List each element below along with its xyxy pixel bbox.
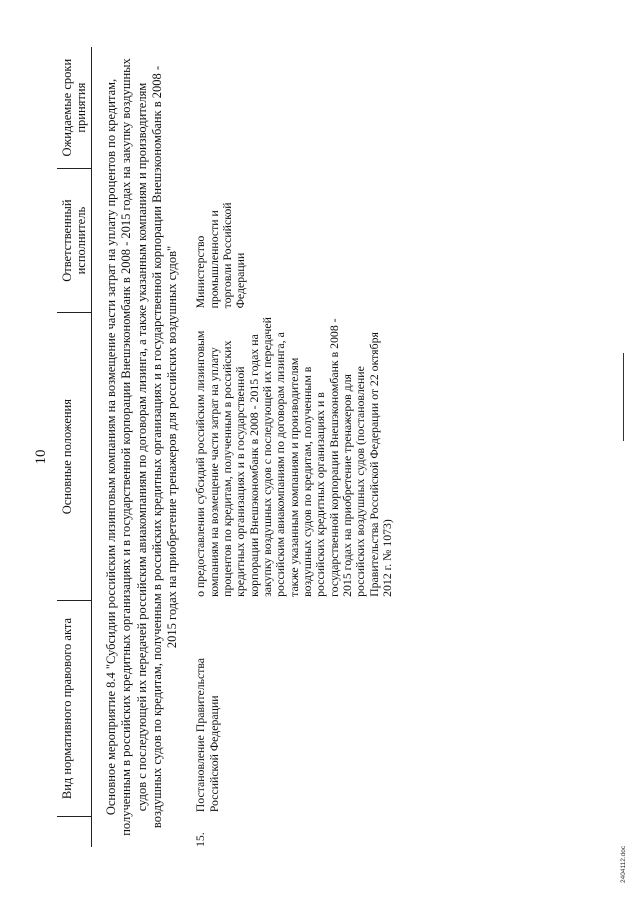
row-deadline: [192, 47, 394, 169]
header-act-type: Вид нормативного правового акта: [57, 601, 92, 816]
row-executor: Министерство промышленности и торговли Российской Федерации: [193, 202, 248, 309]
row-number: 15.: [193, 832, 208, 847]
row-act-type: Постановление Правительства Российской Федерации: [193, 657, 221, 813]
header-number: [57, 816, 92, 847]
legal-acts-table: [57, 47, 394, 847]
header-provisions: Основные положения: [57, 312, 92, 600]
measure-heading: Основное мероприятие 8.4 "Субсидии российским лизинговым компаниям на возмещение части затрат на уплату процентов по кредитам, полученным в российских кредитных организациях и в государственной корпорации Внешэкономбанк в 2008 - 2015 годах на закупку воздушных судов с последующей их передачей российским авиакомпаниям по договорам лизинга, а также указанным компаниям и производителям воздушных судов по кредитам, полученным в российских кредитных организациях и в государственной корпорации Внешэкономбанк в 2008 - 2015 годах на приобретение тренажеров для российских воздушных судов": [104, 58, 179, 836]
table-row: [192, 47, 394, 847]
table-header-row: [57, 47, 92, 847]
row-provisions: о предоставлении субсидий российским лизинговым компаниям на возмещение части затрат на уплату процентов по кредитам, полученным в российских кредитных организациях и в государственной корпорации Внешэкономбанк в 2008 - 2015 годах на закупку воздушных судов с последующей их передачей российским авиакомпаниям по договорам лизинга, а также указанным компаниям и производителям воздушных судов по кредитам, полученным в российских кредитных организациях и в государственной корпорации Внешэкономбанк в 2008 - 2015 годах на приобретение тренажеров для российских воздушных судов (постановление Правительства Российской Федерации от 22 октября 2012 г. № 1073): [193, 317, 394, 597]
header-executor: Ответственный исполнитель: [57, 169, 92, 313]
page-number: 10: [33, 449, 49, 465]
measure-row: [92, 47, 193, 847]
document-code: 2404112.doc: [620, 845, 627, 883]
header-deadline: Ожидаемые сроки принятия: [57, 47, 92, 169]
footer-rule: [623, 353, 624, 441]
